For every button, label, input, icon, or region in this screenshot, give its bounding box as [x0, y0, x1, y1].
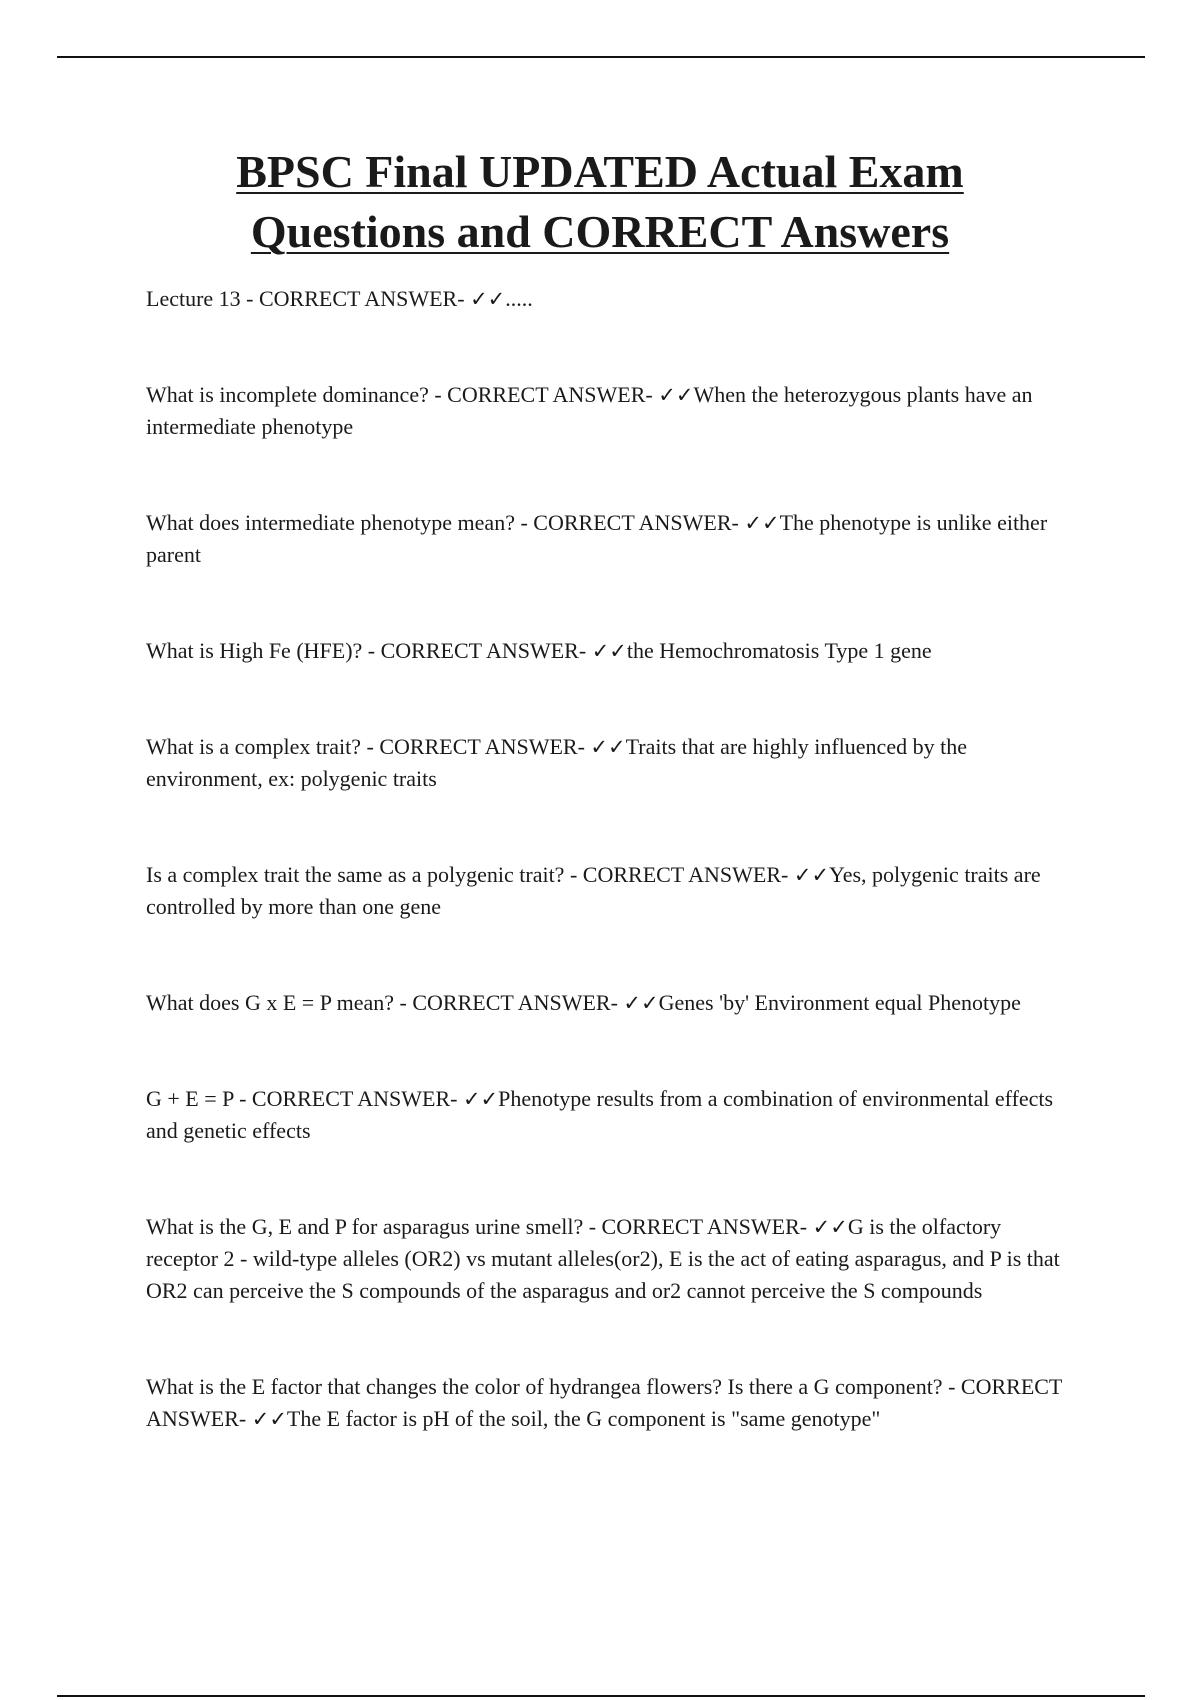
question-text: G + E = P	[146, 1086, 234, 1111]
qa-item	[146, 635, 1066, 667]
answer-text: The phenotype is unlike either parent	[146, 510, 1048, 567]
qa-item	[146, 987, 1066, 1019]
qa-item	[146, 1371, 1066, 1435]
bottom-rule	[57, 1695, 1145, 1697]
answer-marker: - CORRECT ANSWER-	[394, 990, 624, 1015]
answer-marker: - CORRECT ANSWER-	[514, 510, 745, 535]
top-rule	[57, 56, 1145, 58]
answer-marker: - CORRECT ANSWER-	[246, 286, 471, 311]
answer-marker: - CORRECT ANSWER-	[362, 638, 592, 663]
question-text: Lecture 13	[146, 286, 241, 311]
qa-item	[146, 283, 1066, 315]
double-check-icon: ✓✓	[744, 511, 780, 535]
question-text: What is the G, E and P for asparagus urine smell?	[146, 1214, 584, 1239]
answer-marker: - CORRECT ANSWER-	[583, 1214, 813, 1239]
question-text: What is the E factor that changes the color of hydrangea flowers? Is there a G component?	[146, 1374, 943, 1399]
answer-text: G is the olfactory receptor 2 - wild-type alleles (OR2) vs mutant alleles(or2), E is the act of eating asparagus, and P is that OR2 can perceive the S compounds of the asparagus and or2 cannot perceive the S compounds	[146, 1214, 1060, 1303]
answer-text: When the heterozygous plants have an intermediate phenotype	[146, 382, 1033, 439]
answer-text: Yes, polygenic traits are controlled by more than one gene	[146, 862, 1041, 919]
title-line-1: BPSC Final UPDATED Actual Exam	[236, 146, 964, 197]
double-check-icon: ✓✓	[470, 287, 506, 311]
qa-item	[146, 379, 1066, 443]
double-check-icon: ✓✓	[623, 991, 659, 1015]
double-check-icon: ✓✓	[251, 1407, 287, 1431]
double-check-icon: ✓✓	[462, 1087, 499, 1111]
answer-text: Genes 'by' Environment equal Phenotype	[658, 990, 1021, 1015]
answer-marker: - CORRECT ANSWER-	[428, 382, 659, 407]
question-text: What is a complex trait?	[146, 734, 362, 759]
answer-text: .....	[505, 286, 533, 311]
answer-text: Phenotype results from a combination of environmental effects and genetic effects	[146, 1086, 1054, 1143]
document-title	[120, 142, 1080, 262]
qa-item	[146, 1083, 1066, 1147]
question-text: What does intermediate phenotype mean?	[146, 510, 515, 535]
qa-item	[146, 1211, 1066, 1307]
answer-marker: - CORRECT ANSWER-	[564, 862, 794, 887]
qa-item	[146, 731, 1066, 795]
qa-item	[146, 507, 1066, 571]
double-check-icon: ✓✓	[812, 1215, 848, 1239]
title-line-2: Questions and CORRECT Answers	[250, 206, 950, 257]
question-text: What does G x E = P mean?	[146, 990, 395, 1015]
double-check-icon: ✓✓	[793, 863, 830, 887]
double-check-icon: ✓✓	[658, 383, 694, 407]
answer-text: Traits that are highly influenced by the environment, ex: polygenic traits	[146, 734, 967, 791]
answer-marker: - CORRECT ANSWER-	[233, 1086, 463, 1111]
qa-item	[146, 859, 1066, 923]
answer-text: The E factor is pH of the soil, the G component is "same genotype"	[286, 1406, 881, 1431]
answer-marker: - CORRECT ANSWER-	[146, 1374, 1062, 1431]
double-check-icon: ✓✓	[591, 639, 627, 663]
question-text: Is a complex trait the same as a polygenic trait?	[146, 862, 565, 887]
answer-text: the Hemochromatosis Type 1 gene	[626, 638, 932, 663]
answer-marker: - CORRECT ANSWER-	[361, 734, 591, 759]
question-text: What is High Fe (HFE)?	[146, 638, 363, 663]
double-check-icon: ✓✓	[590, 735, 626, 759]
qa-list	[146, 283, 1066, 1435]
question-text: What is incomplete dominance?	[146, 382, 429, 407]
